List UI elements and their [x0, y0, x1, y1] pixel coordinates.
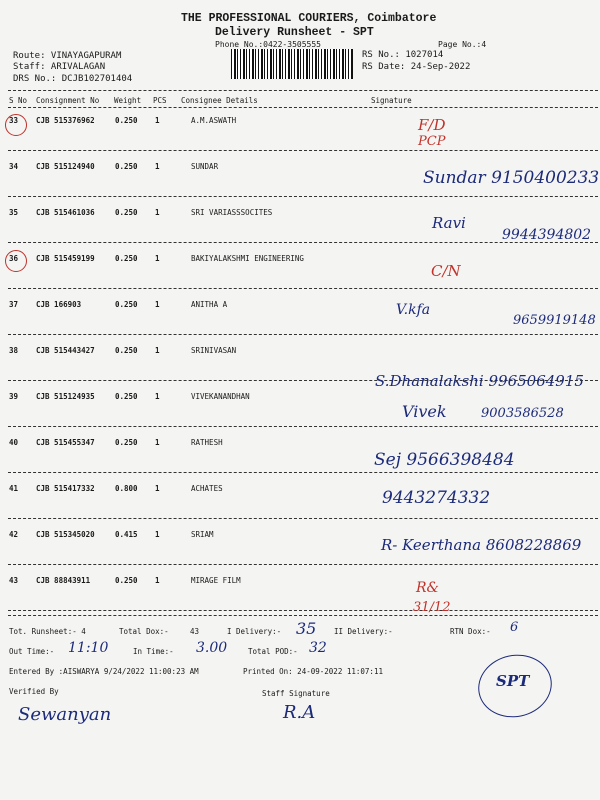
header-divider-top [8, 90, 598, 91]
row-consignee: A.M.ASWATH [191, 116, 237, 125]
row-pcs: 1 [155, 116, 160, 125]
i-delivery-value: 35 [296, 619, 317, 638]
stamp-text: SPT [496, 672, 530, 690]
row-weight: 0.250 [115, 254, 138, 263]
printed-on: Printed On: 24-09-2022 11:07:11 [243, 667, 383, 676]
tot-runsheet: Tot. Runsheet:- 4 [9, 627, 86, 636]
total-dox-value: 43 [190, 627, 200, 636]
row-weight: 0.800 [115, 484, 138, 493]
rtn-dox-label: RTN Dox:- [450, 627, 491, 636]
footer-divider [8, 615, 598, 616]
row-consignment: CJB 515376962 [36, 116, 95, 125]
total-dox-label: Total Dox:- [119, 627, 169, 636]
rs-number: RS No.: 1027014 [362, 50, 444, 60]
verified-by-label: Verified By [9, 687, 59, 696]
row-divider [8, 288, 598, 289]
i-delivery-label: I Delivery:- [227, 627, 282, 636]
handwriting-row35-phone: 9944394802 [502, 227, 592, 243]
handwriting-row36: C/N [431, 262, 461, 280]
company-title: THE PROFESSIONAL COURIERS, Coimbatore [181, 12, 437, 25]
handwriting-row37-phone: 9659919148 [513, 313, 596, 328]
col-pcs: PCS [153, 96, 167, 105]
row-weight: 0.415 [115, 530, 138, 539]
header-divider-bottom [8, 107, 598, 108]
handwriting-row40: Sej 9566398484 [374, 450, 515, 470]
row-consignee: ANITHA A [191, 300, 228, 309]
handwriting-row42: R- Keerthana 8608228869 [381, 536, 582, 554]
row-consignment: CJB 166903 [36, 300, 82, 309]
row-sno: 35 [9, 208, 19, 217]
route: Route: VINAYAGAPURAM [13, 51, 122, 61]
row-consignment: CJB 515417332 [36, 484, 95, 493]
row-consignment: CJB 515345020 [36, 530, 95, 539]
row-divider [8, 334, 598, 335]
row-consignment: CJB 515455347 [36, 438, 95, 447]
row-sno: 38 [9, 346, 19, 355]
out-time-value: 11:10 [68, 640, 109, 656]
row-sno: 39 [9, 392, 19, 401]
row-pcs: 1 [155, 438, 160, 447]
row-consignee: SRINIVASAN [191, 346, 237, 355]
total-pod-value: 32 [309, 640, 327, 656]
handwriting-row34: Sundar 9150400233 [423, 168, 600, 188]
col-sno: S No [9, 96, 28, 105]
handwriting-row41: 9443274332 [382, 488, 491, 508]
handwriting-row38: S.Dhanalakshi 9965064915 [375, 372, 584, 390]
row-divider [8, 518, 598, 519]
handwriting-row39-phone: 9003586528 [481, 406, 564, 421]
col-consignee: Consignee Details [181, 96, 258, 105]
runsheet-title: Delivery Runsheet - SPT [215, 26, 374, 39]
drs-number: DRS No.: DCJB102701404 [13, 74, 133, 84]
row-pcs: 1 [155, 392, 160, 401]
row-pcs: 1 [155, 346, 160, 355]
staff-signature: R.A [283, 702, 316, 723]
row-pcs: 1 [155, 484, 160, 493]
in-time-value: 3.00 [196, 640, 228, 656]
row-sno: 40 [9, 438, 19, 447]
row-sno: 33 [9, 116, 19, 125]
row-weight: 0.250 [115, 116, 138, 125]
row-consignee: VIVEKANANDHAN [191, 392, 250, 401]
row-sno: 43 [9, 576, 19, 585]
out-time-label: Out Time:- [9, 647, 55, 656]
row-divider [8, 426, 598, 427]
row-sno: 41 [9, 484, 19, 493]
row-consignee: SRI VARIASSSOCITES [191, 208, 273, 217]
handwriting-row33-b: PCP [418, 134, 446, 149]
col-signature: Signature [371, 96, 412, 105]
phone-number: Phone No.:0422-3505555 [215, 40, 321, 49]
row-divider [8, 150, 598, 151]
row-consignment: CJB 515459199 [36, 254, 95, 263]
row-weight: 0.250 [115, 162, 138, 171]
row-pcs: 1 [155, 530, 160, 539]
row-pcs: 1 [155, 208, 160, 217]
row-divider [8, 610, 598, 611]
handwriting-row35-sig: Ravi [432, 214, 466, 232]
row-consignment: CJB 515124940 [36, 162, 95, 171]
row-pcs: 1 [155, 300, 160, 309]
handwriting-row43-a: R& [416, 580, 440, 596]
row-consignee: BAKIYALAKSHMI ENGINEERING [191, 254, 304, 263]
row-weight: 0.250 [115, 346, 138, 355]
row-consignee: RATHESH [191, 438, 223, 447]
row-sno: 37 [9, 300, 19, 309]
total-pod-label: Total POD:- [248, 647, 298, 656]
handwriting-row33-a: F/D [418, 116, 446, 134]
row-consignment: CJB 515461036 [36, 208, 95, 217]
entered-by: Entered By :AISWARYA 9/24/2022 11:00:23 AM [9, 667, 199, 676]
rs-date: RS Date: 24-Sep-2022 [362, 62, 471, 72]
row-divider [8, 472, 598, 473]
row-consignee: SRIAM [191, 530, 214, 539]
handwriting-row39-sig: Vivek [402, 402, 447, 421]
staff-signature-label: Staff Signature [262, 689, 330, 698]
ii-delivery-label: II Delivery:- [334, 627, 393, 636]
barcode [231, 49, 353, 79]
row-sno: 34 [9, 162, 19, 171]
red-circle-row33 [5, 114, 27, 136]
in-time-label: In Time:- [133, 647, 174, 656]
handwriting-row43-b: 31/12 [413, 600, 451, 615]
row-consignee: MIRAGE FILM [191, 576, 241, 585]
staff: Staff: ARIVALAGAN [13, 62, 106, 72]
handwriting-row37-sig: V.kfa [396, 302, 431, 318]
col-weight: Weight [114, 96, 142, 105]
row-consignment: CJB 88843911 [36, 576, 91, 585]
row-weight: 0.250 [115, 576, 138, 585]
row-consignee: ACHATES [191, 484, 223, 493]
row-divider [8, 564, 598, 565]
verified-by-signature: Sewanyan [18, 704, 112, 725]
red-circle-row36 [5, 250, 27, 272]
row-consignee: SUNDAR [191, 162, 219, 171]
page-number: Page No.:4 [438, 40, 487, 49]
row-sno: 42 [9, 530, 19, 539]
row-weight: 0.250 [115, 208, 138, 217]
row-weight: 0.250 [115, 300, 138, 309]
row-sno: 36 [9, 254, 19, 263]
col-consignment: Consignment No [36, 96, 100, 105]
row-divider [8, 196, 598, 197]
row-consignment: CJB 515443427 [36, 346, 95, 355]
row-consignment: CJB 515124935 [36, 392, 95, 401]
rtn-dox-value: 6 [510, 620, 519, 635]
row-weight: 0.250 [115, 438, 138, 447]
row-pcs: 1 [155, 162, 160, 171]
row-pcs: 1 [155, 576, 160, 585]
row-pcs: 1 [155, 254, 160, 263]
row-weight: 0.250 [115, 392, 138, 401]
